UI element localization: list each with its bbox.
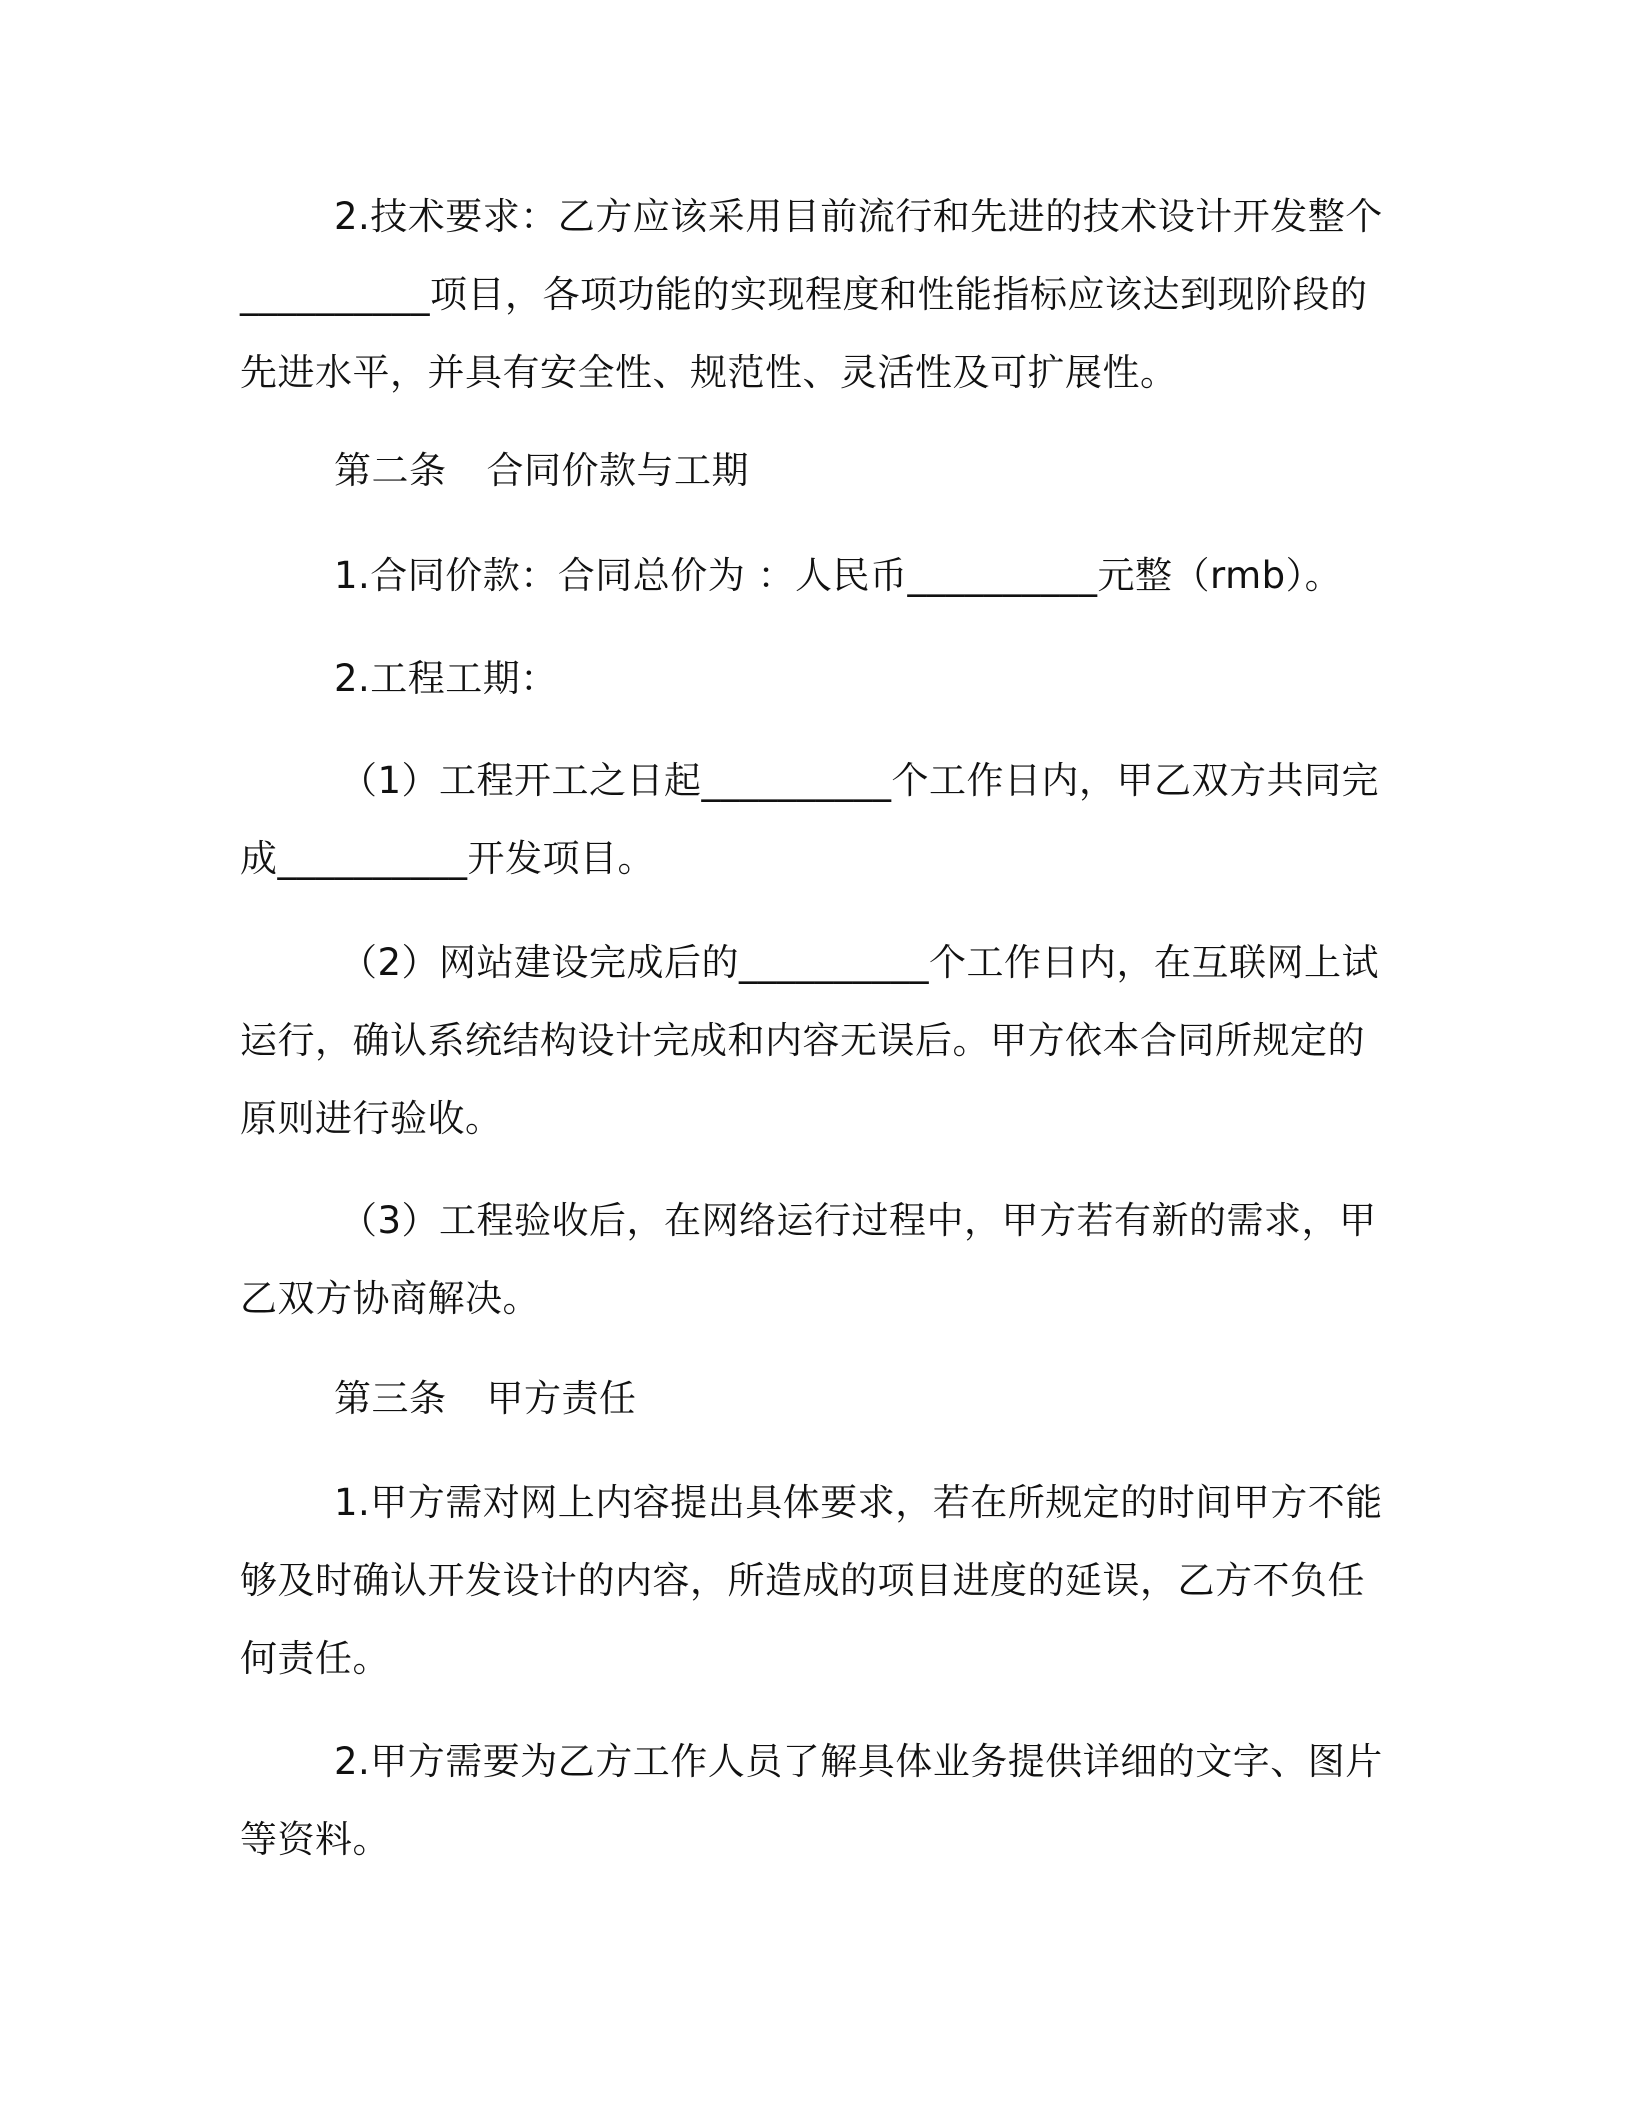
paragraph-line: 先进水平，并具有安全性、规范性、灵活性及可扩展性。 [240,351,1178,394]
paragraph-line: 原则进行验收。 [240,1097,503,1140]
article-title: 合同价款与工期 [486,449,749,492]
paragraph-line: 1.合同价款：合同总价为 ：人民币__________元整（rmb）。 [334,554,1343,597]
article-title: 甲方责任 [486,1377,637,1420]
paragraph-line: 2.工程工期： [334,657,558,700]
paragraph-party-a-requirements [240,1464,1383,1698]
paragraph-line: 运行，确认系统结构设计完成和内容无误后。甲方依本合同所规定的 [240,1019,1365,1062]
section-heading-article-2 [240,432,1370,510]
paragraph-line: （1）工程开工之日起__________个工作日内，甲乙双方共同完 [340,759,1380,802]
paragraph-line: （2）网站建设完成后的__________个工作日内，在互联网上试 [340,941,1380,984]
paragraph-period-item-2 [240,924,1380,1158]
paragraph-line: 1.甲方需对网上内容提出具体要求，若在所规定的时间甲方不能 [334,1481,1383,1524]
paragraph-line: 何责任。 [240,1637,390,1680]
paragraph-line: （3）工程验收后，在网络运行过程中，甲方若有新的需求，甲 [340,1199,1377,1242]
paragraph-line: 等资料。 [240,1818,390,1861]
paragraph-period-item-1 [240,742,1380,898]
paragraph-line: 够及时确认开发设计的内容，所造成的项目进度的延误，乙方不负任 [240,1559,1365,1602]
paragraph-contract-price [240,537,1370,615]
article-number: 第三条 [334,1377,447,1420]
paragraph-technical-requirements [240,178,1383,412]
paragraph-party-a-materials [240,1723,1383,1879]
paragraph-line: __________项目，各项功能的实现程度和性能指标应该达到现阶段的 [240,273,1368,316]
paragraph-period-item-3 [240,1182,1377,1338]
section-heading-article-3 [240,1360,1370,1438]
paragraph-construction-period [240,640,1370,718]
paragraph-line: 2.甲方需要为乙方工作人员了解具体业务提供详细的文字、图片 [334,1740,1383,1783]
paragraph-line: 乙双方协商解决。 [240,1277,540,1320]
article-number: 第二条 [334,449,447,492]
paragraph-line: 2.技术要求：乙方应该采用目前流行和先进的技术设计开发整个 [334,195,1383,238]
paragraph-line: 成__________开发项目。 [240,837,655,880]
